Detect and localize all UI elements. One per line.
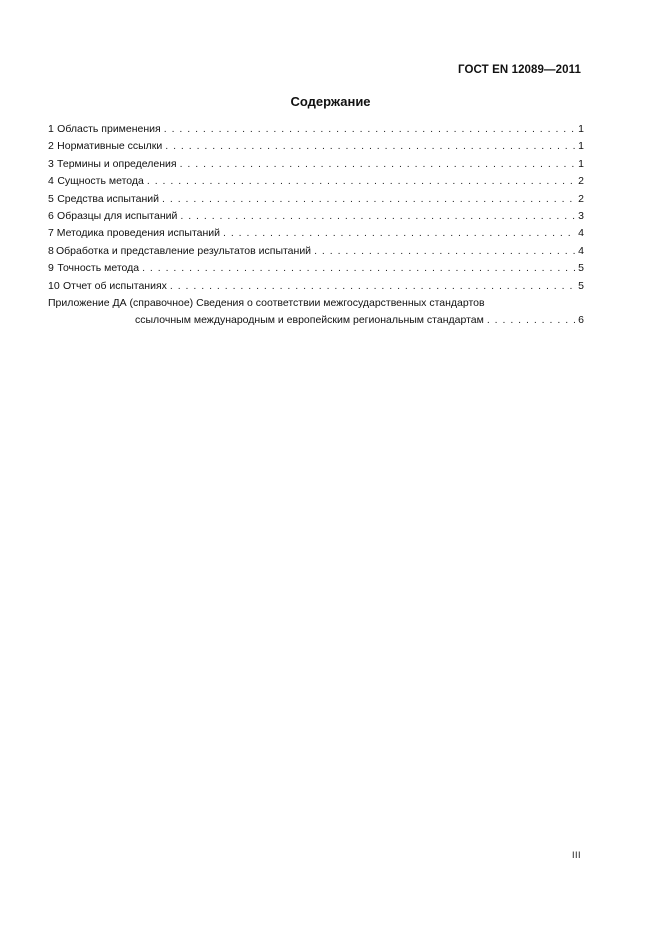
toc-entry-label: Нормативные ссылки — [57, 140, 163, 153]
toc-entry-label: Средства испытаний — [57, 192, 160, 205]
toc-leader-dots — [142, 260, 575, 277]
toc-entry-label: Методика проведения испытаний — [56, 227, 221, 240]
toc-entry-number: 3 — [48, 157, 54, 170]
toc-entry-10[interactable] — [48, 278, 584, 295]
annex-type: (справочное) — [129, 297, 194, 310]
toc-entry-5[interactable] — [48, 191, 584, 208]
toc-annex-entry[interactable] — [48, 295, 584, 330]
toc-entry-label: Сущность метода — [57, 175, 144, 188]
toc-entry-label: Отчет об испытаниях — [62, 279, 167, 292]
toc-entry-page: 1 — [578, 123, 584, 135]
toc-entry-number: 7 — [48, 227, 54, 240]
toc-entry-1[interactable] — [48, 121, 584, 138]
toc-entry-number: 1 — [48, 123, 54, 135]
page-number: III — [571, 850, 581, 860]
toc-entry-number: 10 — [48, 279, 60, 292]
toc-entry-8[interactable] — [48, 243, 584, 260]
toc-leader-dots — [170, 278, 575, 295]
toc-entry-label: Точность метода — [57, 262, 140, 275]
toc-entry-page: 1 — [578, 140, 584, 153]
annex-second-line — [48, 312, 584, 329]
toc-entry-page: 4 — [578, 244, 584, 257]
toc-entry-page: 5 — [578, 262, 584, 275]
toc-entry-2[interactable] — [48, 138, 584, 155]
annex-page: 6 — [578, 314, 584, 327]
toc-entry-9[interactable] — [48, 260, 584, 277]
toc-entry-number: 4 — [48, 175, 54, 188]
toc-leader-dots — [180, 208, 575, 225]
toc-entry-number: 2 — [48, 140, 54, 153]
toc-entry-number: 9 — [48, 262, 54, 275]
toc-entry-label: Образцы для испытаний — [57, 210, 178, 223]
toc-leader-dots — [314, 243, 575, 260]
toc-entry-6[interactable] — [48, 208, 584, 225]
toc-entry-3[interactable] — [48, 156, 584, 173]
toc-entry-page: 2 — [578, 192, 584, 205]
toc-entry-page: 4 — [578, 227, 584, 240]
toc-leader-dots — [162, 191, 575, 208]
annex-first-line — [48, 295, 584, 312]
toc-leader-dots — [223, 225, 575, 242]
annex-title-line1: Сведения о соответствии межгосударственных стандартов — [196, 297, 485, 310]
document-code: ГОСТ EN 12089—2011 — [458, 64, 581, 76]
toc-entry-page: 2 — [578, 175, 584, 188]
toc-entry-number: 8 — [48, 244, 54, 257]
toc-leader-dots — [165, 138, 575, 155]
toc-leader-dots — [487, 312, 575, 329]
toc-entry-label: Область применения — [57, 123, 161, 135]
toc-entry-number: 5 — [48, 192, 54, 205]
toc-leader-dots — [147, 173, 575, 190]
toc-entry-4[interactable] — [48, 173, 584, 190]
toc-entry-page: 1 — [578, 157, 584, 170]
annex-prefix: Приложение ДА — [48, 297, 127, 310]
toc-entry-7[interactable] — [48, 225, 584, 242]
toc-entry-page: 3 — [578, 210, 584, 223]
toc-title: Содержание — [290, 94, 371, 109]
toc-entry-page: 5 — [578, 279, 584, 292]
toc-entry-number: 6 — [48, 210, 54, 223]
table-of-contents — [48, 121, 584, 330]
annex-title-line2: ссылочным международным и европейским региональным стандартам — [135, 314, 484, 327]
toc-entry-label: Обработка и представление результатов испытаний — [55, 244, 312, 257]
toc-leader-dots — [180, 156, 576, 173]
toc-entry-label: Термины и определения — [57, 157, 177, 170]
toc-leader-dots — [164, 121, 575, 138]
